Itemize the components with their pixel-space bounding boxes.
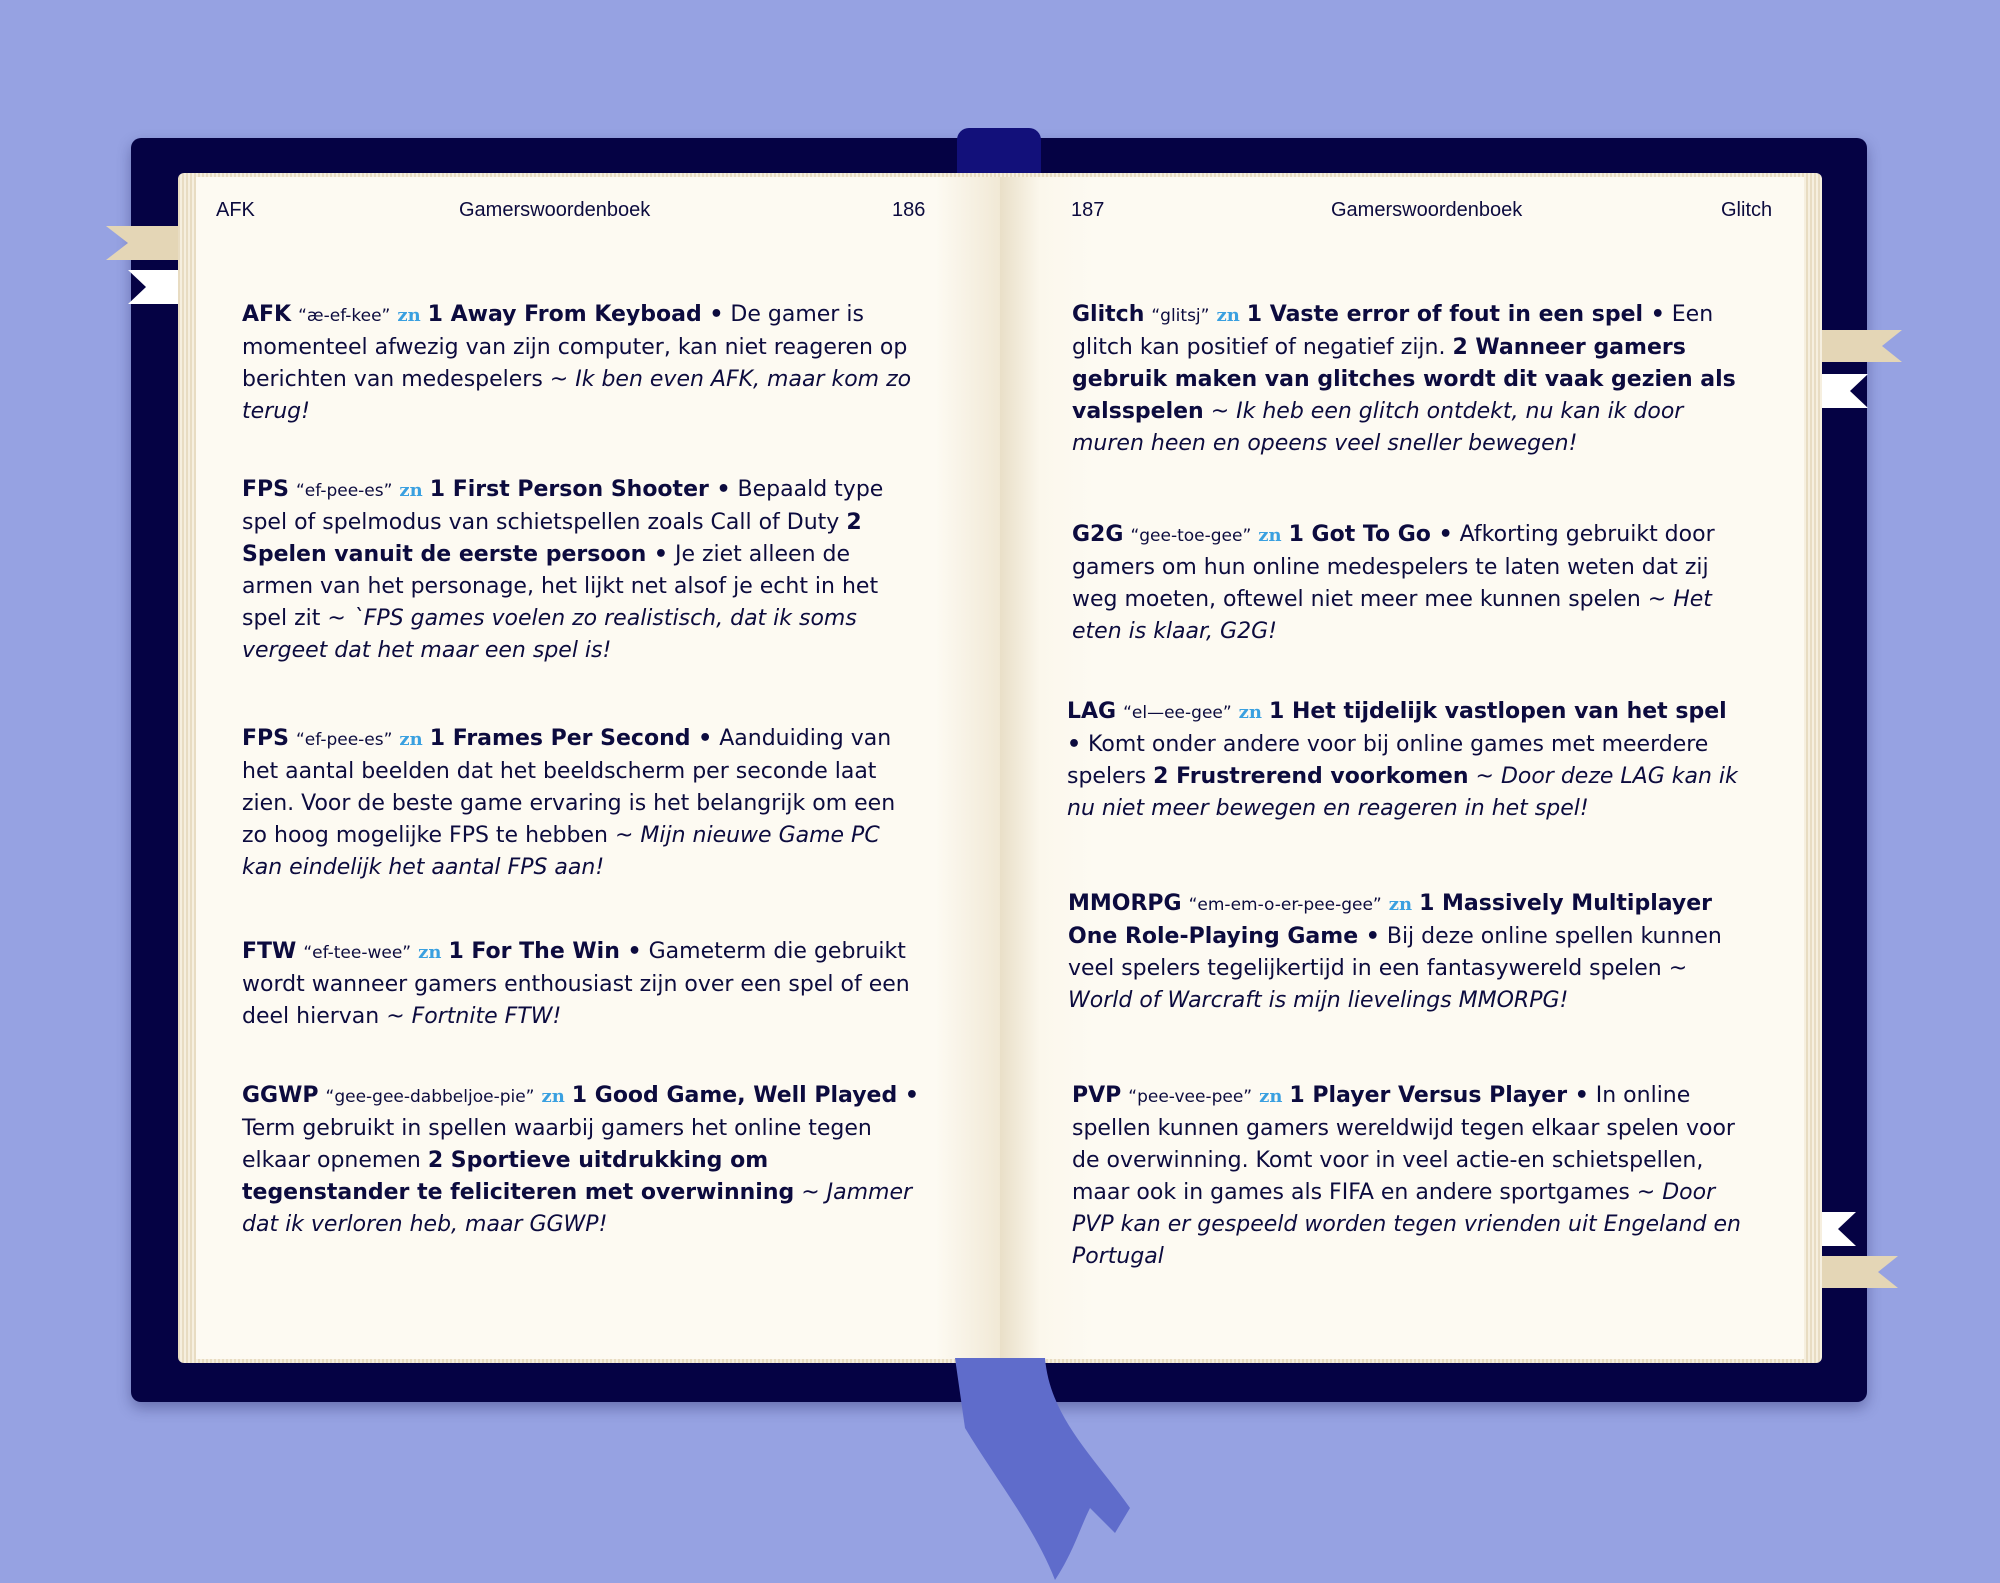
entry-ftw bbox=[242, 936, 922, 1033]
bookmark-ribbon bbox=[955, 1358, 1135, 1583]
right-page bbox=[1000, 177, 1804, 1359]
entry-text-1: Term gebruikt in spellen waarbij gamers het online tegen elkaar opnemen bbox=[242, 1116, 872, 1173]
entry-word: GGWP bbox=[242, 1083, 319, 1108]
entry-sense-1: 1 For The Win • bbox=[448, 939, 642, 964]
left-head-keyword: AFK bbox=[216, 199, 255, 221]
entry-pos: zn bbox=[1238, 702, 1262, 723]
entry-pos: zn bbox=[1216, 305, 1240, 326]
entry-pvp bbox=[1072, 1080, 1752, 1273]
entry-pronunciation: “gee-toe-gee” bbox=[1130, 526, 1252, 546]
entry-word: FPS bbox=[242, 726, 289, 751]
entry-sense-1: 1 Away From Keyboad • bbox=[427, 302, 724, 327]
entry-fps-frames bbox=[242, 723, 922, 884]
entry-example: Jammer dat ik verloren heb, maar GGWP! bbox=[242, 1180, 913, 1237]
entry-example: Fortnite FTW! bbox=[411, 1004, 562, 1029]
entry-text-1: Bepaald type spel of spelmodus van schietspellen zoals Call of Duty bbox=[242, 477, 884, 535]
entry-word: MMORPG bbox=[1068, 891, 1182, 916]
entry-sense-2: 2 Frustrerend voorkomen bbox=[1153, 764, 1469, 789]
entry-example: World of Warcraft is mijn lievelings MMORPG! bbox=[1068, 988, 1569, 1013]
entry-word: LAG bbox=[1067, 699, 1117, 724]
left-tab-ribbon-beige bbox=[106, 226, 186, 260]
entry-sense-1: 1 Vaste error of fout in een spel • bbox=[1246, 302, 1665, 327]
entry-example: Het eten is klaar, G2G! bbox=[1072, 587, 1712, 644]
entry-word: FPS bbox=[242, 477, 289, 502]
entry-pos: zn bbox=[399, 480, 423, 501]
entry-pronunciation: “ef-tee-wee” bbox=[303, 943, 412, 963]
entry-example: Ik ben even AFK, maar kom zo terug! bbox=[242, 367, 912, 424]
entry-sense-1: 1 First Person Shooter • bbox=[429, 477, 731, 502]
entry-pronunciation: “em-em-o-er-pee-gee” bbox=[1188, 895, 1382, 915]
entry-text-1: Aanduiding van het aantal beelden dat het beeldscherm per seconde laat zien. Voor de beste game ervaring is het belangrijk om een zo hoog mogelijke FPS te hebben ~ bbox=[242, 726, 896, 848]
entry-text-2: ~ bbox=[1468, 764, 1501, 789]
entry-word: PVP bbox=[1072, 1083, 1122, 1108]
spine-tab bbox=[957, 128, 1041, 176]
entry-text-1: De gamer is momenteel afwezig van zijn computer, kan niet reageren op berichten van medespelers ~ bbox=[242, 302, 908, 392]
entry-mmorpg bbox=[1068, 888, 1748, 1017]
entry-pos: zn bbox=[418, 942, 442, 963]
entry-sense-1: 1 Frames Per Second • bbox=[429, 726, 713, 751]
entry-sense-1: 1 Got To Go • bbox=[1288, 522, 1453, 547]
entry-pronunciation: “el—ee-gee” bbox=[1123, 703, 1232, 723]
entry-text-1: Bij deze online spellen kunnen veel spelers tegelijkertijd in een fantasywereld spelen ~ bbox=[1068, 924, 1722, 981]
entry-pos: zn bbox=[399, 729, 423, 750]
entry-afk bbox=[242, 299, 922, 428]
entry-pronunciation: “pee-vee-pee” bbox=[1128, 1087, 1253, 1107]
entry-sense-2: 2 Spelen vanuit de eerste persoon • bbox=[242, 510, 862, 567]
entry-sense-2: 2 Wanneer gamers gebruik maken van glitches wordt dit vaak gezien als valsspelen bbox=[1072, 335, 1736, 424]
entry-example: `FPS games voelen zo realistisch, dat ik soms vergeet dat het maar een spel is! bbox=[242, 606, 857, 663]
entry-pronunciation: “ef-pee-es” bbox=[296, 730, 393, 750]
entry-sense-1: 1 Massively Multiplayer One Role-Playing Game • bbox=[1068, 891, 1713, 949]
entry-word: FTW bbox=[242, 939, 297, 964]
left-page bbox=[196, 177, 1000, 1359]
entry-text-2: Je ziet alleen de armen van het personage, het lijkt net alsof je echt in het spel zit ~ bbox=[242, 542, 879, 631]
entry-sense-2: 2 Sportieve uitdrukking om tegenstander te feliciteren met overwinning bbox=[242, 1148, 795, 1205]
entry-example: Mijn nieuwe Game PC kan eindelijk het aantal FPS aan! bbox=[242, 823, 880, 880]
entry-pronunciation: “ef-pee-es” bbox=[296, 481, 393, 501]
entry-word: G2G bbox=[1072, 522, 1124, 547]
entry-word: AFK bbox=[242, 302, 292, 327]
entry-word: Glitch bbox=[1072, 302, 1145, 327]
entry-lag bbox=[1067, 696, 1747, 825]
entry-text-1: Komt onder andere voor bij online games met meerdere spelers bbox=[1067, 732, 1709, 789]
entry-pronunciation: “glitsj” bbox=[1151, 306, 1210, 326]
entry-pronunciation: “æ-ef-kee” bbox=[298, 306, 391, 326]
right-head-title: Gamerswoordenboek bbox=[1331, 199, 1523, 221]
entry-pos: zn bbox=[541, 1086, 565, 1107]
entry-ggwp bbox=[242, 1080, 922, 1241]
right-tab-ribbon-beige bbox=[1816, 330, 1902, 362]
left-page-number: 186 bbox=[892, 199, 926, 221]
entry-text-1: Afkorting gebruikt door gamers om hun online medespelers te laten weten dat zij weg moeten, oftewel niet meer mee kunnen spelen ~ bbox=[1072, 522, 1715, 612]
entry-example: Door deze LAG kan ik nu niet meer bewegen en reageren in het spel! bbox=[1067, 764, 1738, 821]
entry-text-2: ~ bbox=[794, 1180, 827, 1205]
entry-fps-shooter bbox=[242, 474, 922, 667]
left-head-title: Gamerswoordenboek bbox=[459, 199, 651, 221]
entry-g2g bbox=[1072, 519, 1752, 648]
entry-sense-1: 1 Player Versus Player • bbox=[1289, 1083, 1589, 1108]
right-head-keyword: Glitch bbox=[1721, 199, 1773, 221]
right-tab-ribbon-beige-lower bbox=[1816, 1256, 1898, 1288]
entry-pronunciation: “gee-gee-dabbeljoe-pie” bbox=[325, 1087, 535, 1107]
entry-text-1: Gameterm die gebruikt wordt wanneer gamers enthousiast zijn over een spel of een deel hiervan ~ bbox=[242, 939, 910, 1029]
entry-text-1: In online spellen kunnen gamers wereldwijd tegen elkaar spelen voor de overwinning. Komt voor in veel actie-en schietspellen, maar ook in games als FIFA en andere sportgames ~ bbox=[1072, 1083, 1735, 1205]
entry-pos: zn bbox=[1388, 894, 1413, 915]
entry-example: Door PVP kan er gespeeld worden tegen vrienden uit Engeland en Portugal bbox=[1072, 1180, 1741, 1269]
entry-pos: zn bbox=[1259, 1086, 1283, 1107]
right-page-number: 187 bbox=[1071, 199, 1105, 221]
entry-text-2: ~ bbox=[1203, 399, 1237, 424]
entry-sense-1: 1 Good Game, Well Played • bbox=[571, 1083, 919, 1108]
entry-example: Ik heb een glitch ontdekt, nu kan ik door muren heen en opeens veel sneller bewegen! bbox=[1072, 399, 1684, 456]
entry-pos: zn bbox=[397, 305, 421, 326]
entry-text-1: Een glitch kan positief of negatief zijn. bbox=[1072, 302, 1714, 360]
entry-pos: zn bbox=[1258, 525, 1282, 546]
entry-glitch bbox=[1072, 299, 1752, 460]
entry-sense-1: 1 Het tijdelijk vastlopen van het spel • bbox=[1067, 699, 1727, 757]
